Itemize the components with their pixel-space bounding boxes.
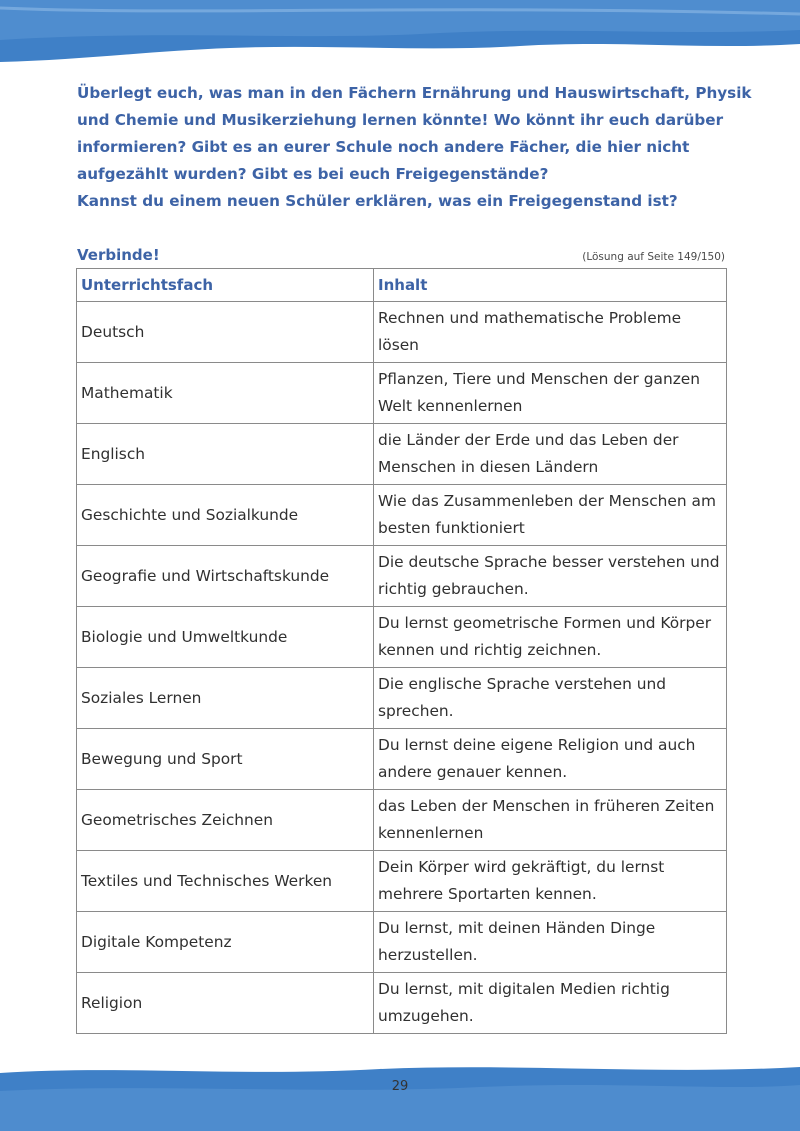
subject-cell: Biologie und Umweltkunde [77,607,374,668]
matching-table [76,268,727,1034]
content-cell: Pflanzen, Tiere und Menschen der ganzen Welt kennenlernen [374,363,727,424]
content-cell: Du lernst geometrische Formen und Körper kennen und richtig zeichnen. [374,607,727,668]
subject-cell: Soziales Lernen [77,668,374,729]
subject-cell: Geometrisches Zeichnen [77,790,374,851]
table-row [77,607,727,668]
page-number: 29 [391,1079,409,1094]
subject-cell: Geschichte und Sozialkunde [77,485,374,546]
table-row [77,302,727,363]
intro-line: Überlegt euch, was man in den Fächern Ernährung und Hauswirtschaft, Physik [77,84,752,102]
content-cell: Du lernst, mit deinen Händen Dinge herzustellen. [374,912,727,973]
subject-cell: Religion [77,973,374,1034]
table-row [77,790,727,851]
intro-text [77,80,757,215]
intro-line: informieren? Gibt es an eurer Schule noch andere Fächer, die hier nicht [77,138,690,156]
table-row [77,729,727,790]
content-cell: das Leben der Menschen in früheren Zeiten kennenlernen [374,790,727,851]
subject-cell: Bewegung und Sport [77,729,374,790]
content-cell: Du lernst deine eigene Religion und auch andere genauer kennen. [374,729,727,790]
content-cell: Wie das Zusammenleben der Menschen am besten funktioniert [374,485,727,546]
intro-line: und Chemie und Musikerziehung lernen könnte! Wo könnt ihr euch darüber [77,111,724,129]
task-title: Verbinde! [77,246,160,264]
subject-cell: Digitale Kompetenz [77,912,374,973]
header-content: Inhalt [374,269,727,302]
content-cell: Du lernst, mit digitalen Medien richtig umzugehen. [374,973,727,1034]
content-cell: die Länder der Erde und das Leben der Menschen in diesen Ländern [374,424,727,485]
table-row [77,546,727,607]
table-row [77,485,727,546]
content-cell: Die englische Sprache verstehen und sprechen. [374,668,727,729]
table-row [77,851,727,912]
content-cell: Rechnen und mathematische Probleme lösen [374,302,727,363]
task-header [77,246,725,264]
content-cell: Dein Körper wird gekräftigt, du lernst mehrere Sportarten kennen. [374,851,727,912]
table-row [77,363,727,424]
header-subject: Unterrichtsfach [77,269,374,302]
bottom-decorative-band [0,1061,800,1131]
table-row [77,912,727,973]
intro-line: aufgezählt wurden? Gibt es bei euch Freigegenstände? [77,165,549,183]
intro-line: Kannst du einem neuen Schüler erklären, was ein Freigegenstand ist? [77,192,678,210]
solution-note: (Lösung auf Seite 149/150) [582,251,725,263]
subject-cell: Deutsch [77,302,374,363]
subject-cell: Geografie und Wirtschaftskunde [77,546,374,607]
table-row [77,668,727,729]
subject-cell: Englisch [77,424,374,485]
subject-cell: Mathematik [77,363,374,424]
table-row [77,424,727,485]
table-row [77,973,727,1034]
top-decorative-band [0,0,800,64]
content-cell: Die deutsche Sprache besser verstehen und richtig gebrauchen. [374,546,727,607]
subject-cell: Textiles und Technisches Werken [77,851,374,912]
table-header-row [77,269,727,302]
